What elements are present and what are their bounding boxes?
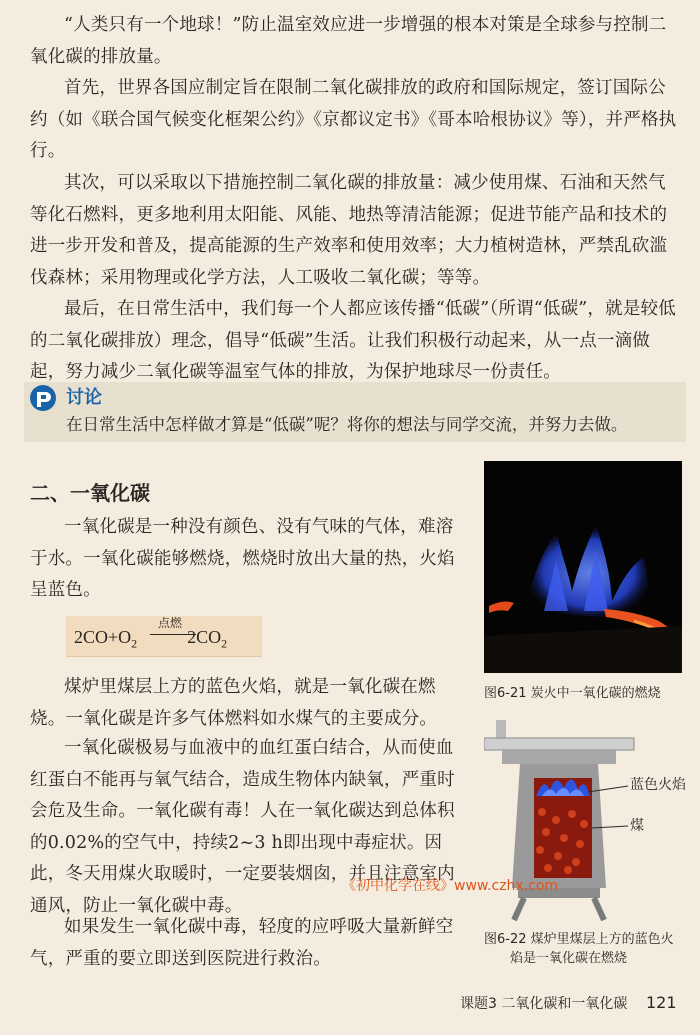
label-blue-flame: 蓝色火焰: [630, 777, 686, 793]
paragraph-co-3: 一氧化碳极易与血液中的血红蛋白结合，从而使血红蛋白不能再与氧气结合，造成生物体内缺氧，严重时会危及生命。一氧化碳有毒！人在一氧化碳达到总体积的0.02%的空气中，持续2~3 h即出现中毒症状。因此，冬天用煤火取暖时，一定要装烟囱，并且注意室内通风，防止一氧化碳中毒。: [30, 738, 455, 916]
coal-stove-diagram: [484, 720, 684, 928]
paragraph-co-4: 如果发生一氧化碳中毒，轻度的应呼吸大量新鲜空气，严重的要立即送到医院进行救治。: [30, 917, 454, 969]
paragraph-co-2: 煤炉里煤层上方的蓝色火焰，就是一氧化碳在燃烧。一氧化碳是许多气体燃料如水煤气的主要成分。: [30, 677, 438, 729]
equation-yields-line: [150, 634, 196, 635]
page-number: 121: [646, 993, 677, 1012]
section-heading: 二、一氧化碳: [30, 481, 150, 505]
figure-6-22-caption-line-1: 图6-22 煤炉里煤层上方的蓝色火: [484, 932, 674, 947]
paragraph-intro-1: “人类只有一个地球！”防止温室效应进一步增强的根本对策是全球参与控制二氧化碳的排放量。: [30, 15, 667, 67]
paragraph-intro-4: 最后，在日常生活中，我们每一个人都应该传播“低碳”（所谓“低碳”，就是较低的二氧化碳排放）理念，倡导“低碳”生活。让我们积极行动起来，从一点一滴做起，努力减少二氧化碳等温室气体的排放，为保护地球尽一份责任。: [30, 299, 676, 382]
paragraph-intro-2: 首先，世界各国应制定旨在限制二氧化碳排放的政府和国际规定，签订国际公约（如《联合国气候变化框架公约》《京都议定书》《哥本哈根协议》等），并严格执行。: [30, 78, 677, 161]
charcoal-fire-photo: [484, 461, 682, 673]
chemical-equation: $2CO+O_2$ $2CO_2$: [74, 627, 228, 651]
discussion-title: 讨论: [66, 387, 102, 408]
paragraph-intro-3: 其次，可以采取以下措施控制二氧化碳的排放量：减少使用煤、石油和天然气等化石燃料，更多地利用太阳能、风能、地热等清洁能源；促进节能产品和技术的进一步开发和普及，提高能源的生产效率和使用效率；大力植树造林，严禁乱砍滥伐森林；采用物理或化学方法，人工吸收二氧化碳；等等。: [30, 173, 668, 288]
label-coal: 煤: [630, 818, 644, 834]
figure-6-22-caption-line-2: 焰是一氧化碳在燃烧: [510, 951, 628, 966]
footer-chapter-label: 课题3 二氧化碳和一氧化碳: [460, 996, 628, 1012]
figure-6-21-caption: 图6-21 炭火中一氧化碳的燃烧: [484, 686, 661, 701]
discussion-text: 在日常生活中怎样做才算是“低碳”呢？将你的想法与同学交流，并努力去做。: [66, 415, 628, 434]
paragraph-co-1: 一氧化碳是一种没有颜色、没有气味的气体，难溶于水。一氧化碳能够燃烧，燃烧时放出大量的热，火焰呈蓝色。: [30, 517, 455, 600]
watermark: 《初中化学在线》www.czhx.com: [342, 878, 559, 894]
equation-condition: 点燃: [158, 616, 183, 630]
discussion-icon: [28, 383, 58, 413]
